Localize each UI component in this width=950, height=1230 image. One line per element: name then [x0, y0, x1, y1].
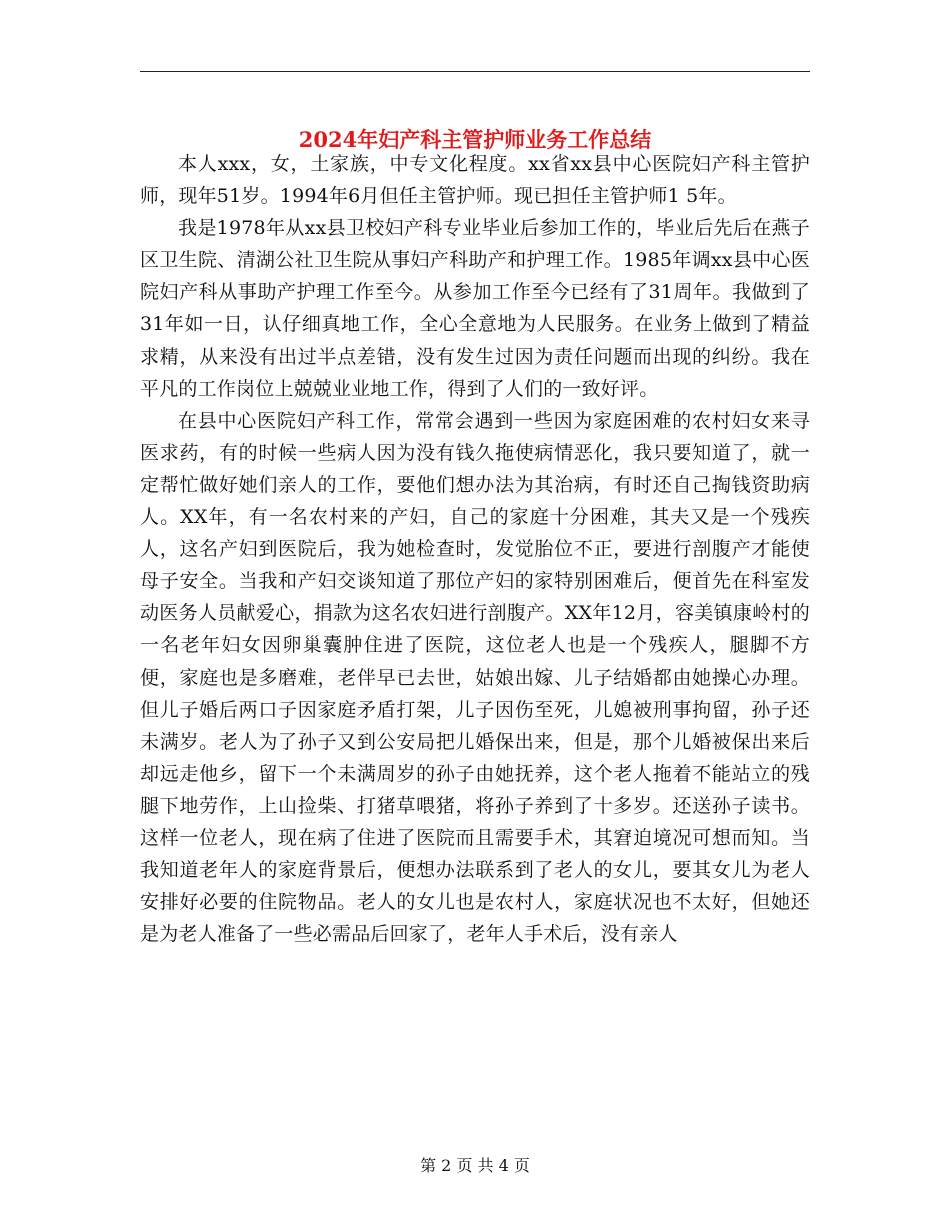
- header-rule: [140, 71, 810, 72]
- page-number: 第 2 页 共 4 页: [420, 1156, 530, 1175]
- document-body: [140, 148, 810, 950]
- paragraph-1: 本人xxx，女，土家族，中专文化程度。xx省xx县中心医院妇产科主管护师，现年51岁。1994年6月但任主管护师。现已担任主管护师1 5年。: [140, 153, 810, 208]
- paragraph-2: 我是1978年从xx县卫校妇产科专业毕业后参加工作的，毕业后先后在燕子区卫生院、清湖公社卫生院从事妇产科助产和护理工作。1985年调xx县中心医院妇产科从事助产护理工作至今。从参加工作至今已经有了31周年。我做到了31年如一日，认仔细真地工作，全心全意地为人民服务。在业务上做到了精益求精，从来没有出过半点差错，没有发生过因为责任问题而出现的纠纷。我在平凡的工作岗位上兢兢业业地工作，得到了人们的一致好评。: [140, 217, 810, 400]
- paragraph-3: 在县中心医院妇产科工作，常常会遇到一些因为家庭困难的农村妇女来寻医求药，有的时候一些病人因为没有钱久拖使病情恶化，我只要知道了，就一定帮忙做好她们亲人的工作，要他们想办法为其治病，有时还自己掏钱资助病人。XX年，有一名农村来的产妇，自己的家庭十分困难，其夫又是一个残疾人，这名产妇到医院后，我为她检查时，发觉胎位不正，要进行剖腹产才能使母子安全。当我和产妇交谈知道了那位产妇的家特别困难后，便首先在科室发动医务人员献爱心，捐款为这名农妇进行剖腹产。XX年12月，容美镇康岭村的一名老年妇女因卵巢囊肿住进了医院，这位老人也是一个残疾人，腿脚不方便，家庭也是多磨难，老伴早已去世，姑娘出嫁、儿子结婚都由她操心办理。但儿子婚后两口子因家庭矛盾打架，儿子因伤至死，儿媳被刑事拘留，孙子还未满岁。老人为了孙子又到公安局把儿婚保出来，但是，那个儿婚被保出来后却远走他乡，留下一个未满周岁的孙子由她抚养，这个老人拖着不能站立的残腿下地劳作，上山捡柴、打猪草喂猪，将孙子养到了十多岁。还送孙子读书。这样一位老人，现在病了住进了医院而且需要手术，其窘迫境况可想而知。当我知道老年人的家庭背景后，便想办法联系到了老人的女儿，要其女儿为老人安排好必要的住院物品。老人的女儿也是农村人，家庭状况也不太好，但她还是为老人准备了一些必需品后回家了，老年人手术后，没有亲人: [140, 409, 810, 946]
- document-title: 2024年妇产科主管护师业务工作总结: [298, 127, 652, 153]
